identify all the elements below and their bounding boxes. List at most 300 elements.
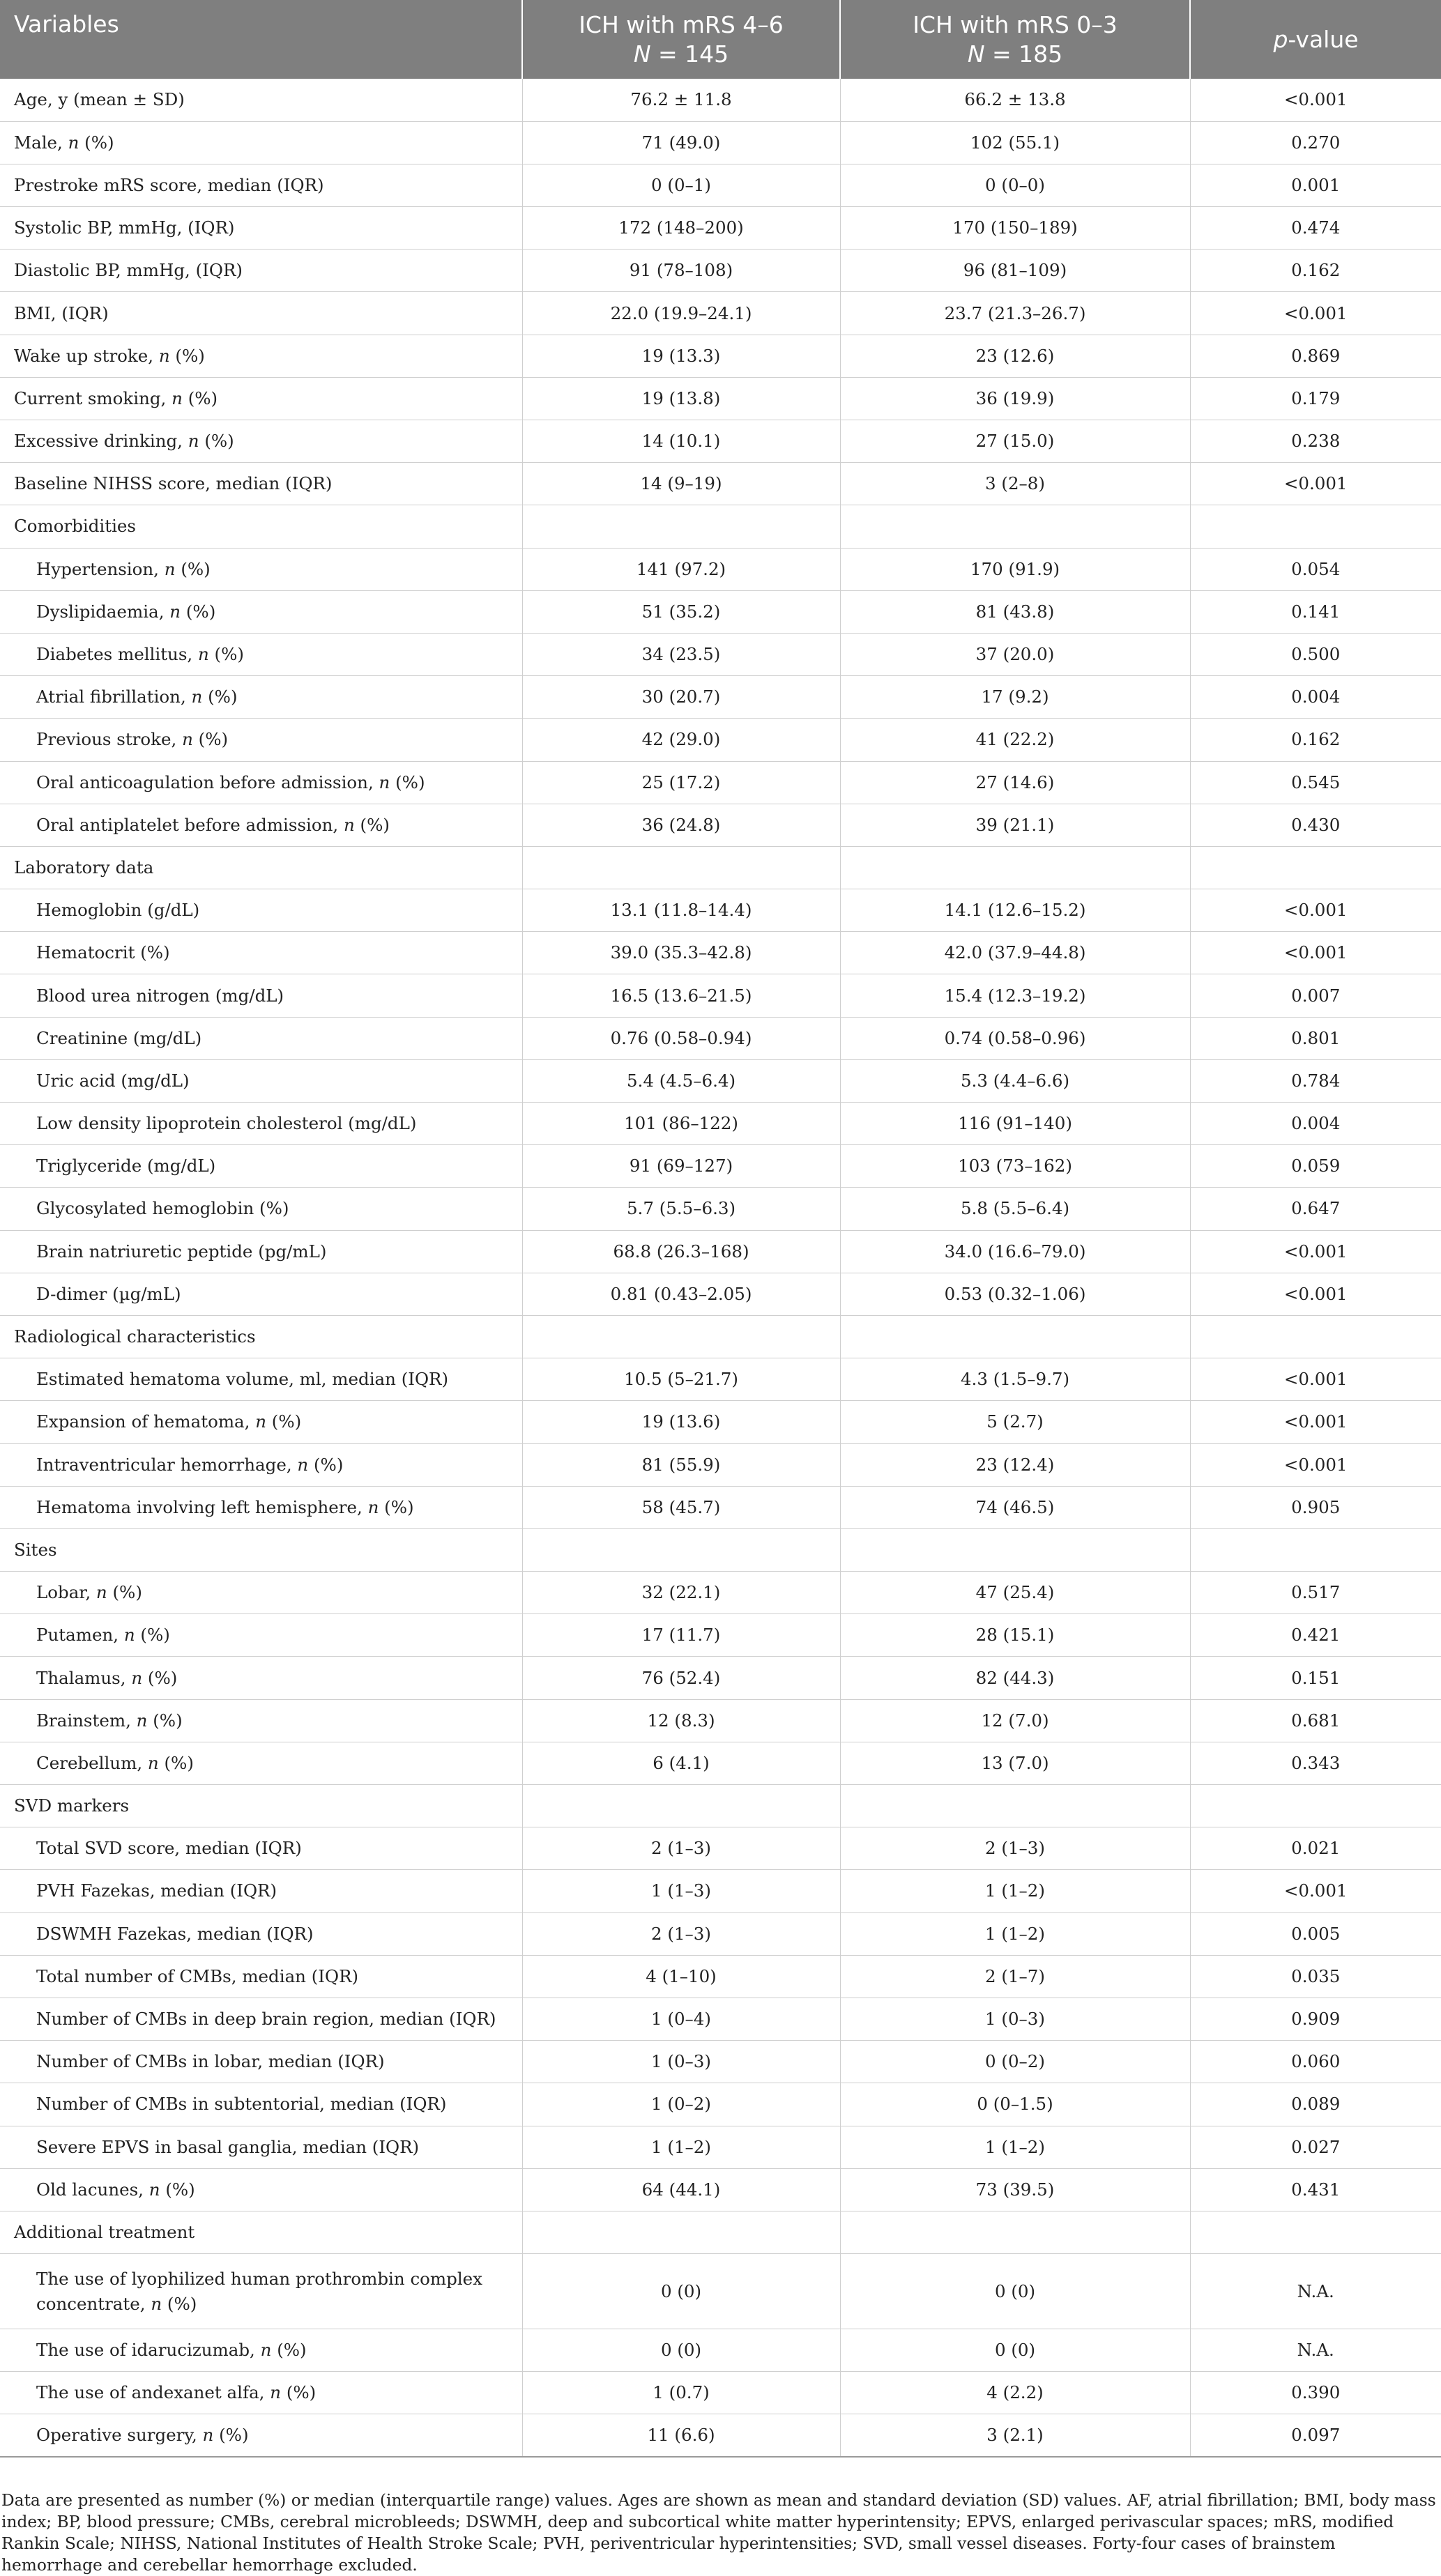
cell-mrs-0-3 [840, 1528, 1190, 1571]
cell-mrs-0-3: 37 (20.0) [840, 633, 1190, 675]
section-label [0, 1785, 522, 1827]
variable-label-text: The use of idarucizumab, [36, 2340, 261, 2361]
cell-mrs-0-3: 27 (14.6) [840, 761, 1190, 804]
cell-p-value: <0.001 [1190, 1870, 1441, 1912]
cell-mrs-0-3: 116 (91–140) [840, 1103, 1190, 1145]
table-row [0, 676, 1441, 719]
cell-p-value: 0.004 [1190, 1103, 1441, 1145]
variable-label-text: Number of CMBs in lobar, median (IQR) [36, 2051, 385, 2072]
cell-mrs-4-6: 0.81 (0.43–2.05) [522, 1273, 840, 1315]
cell-mrs-4-6: 1 (0.7) [522, 2372, 840, 2414]
table-row [0, 2126, 1441, 2168]
cell-mrs-0-3: 2 (1–3) [840, 1827, 1190, 1870]
variable-label [0, 804, 522, 846]
variable-label [0, 1358, 522, 1401]
variable-label [0, 1657, 522, 1699]
cell-mrs-4-6: 34 (23.5) [522, 633, 840, 675]
table-row [0, 1273, 1441, 1315]
cell-p-value: 0.054 [1190, 548, 1441, 590]
table-row [0, 207, 1441, 250]
variable-label-text: Sites [14, 1539, 57, 1560]
n-symbol: n [136, 1710, 148, 1731]
cell-p-value: 0.004 [1190, 676, 1441, 719]
cell-mrs-4-6 [522, 1528, 840, 1571]
cell-mrs-4-6: 0 (0) [522, 2329, 840, 2372]
cell-mrs-0-3: 12 (7.0) [840, 1699, 1190, 1742]
variable-label [0, 1742, 522, 1784]
n-symbol: n [148, 2179, 160, 2200]
cell-mrs-0-3: 39 (21.1) [840, 804, 1190, 846]
table-row [0, 1572, 1441, 1614]
variable-label-text: Atrial fibrillation, [36, 687, 192, 707]
variable-label [0, 1614, 522, 1657]
table-row [0, 1103, 1441, 1145]
variable-label [0, 2329, 522, 2372]
variable-label [0, 207, 522, 250]
variable-label [0, 719, 522, 761]
cell-mrs-0-3: 0 (0–2) [840, 2041, 1190, 2083]
variable-label [0, 548, 522, 590]
cell-mrs-0-3: 4 (2.2) [840, 2372, 1190, 2414]
section-header-row [0, 846, 1441, 889]
variable-label-text: Previous stroke, [36, 729, 183, 750]
cell-mrs-4-6: 19 (13.6) [522, 1401, 840, 1443]
variable-label-text: Baseline NIHSS score, median (IQR) [14, 473, 333, 494]
cell-p-value: <0.001 [1190, 292, 1441, 335]
header-good-outcome-group [840, 0, 1190, 79]
table-row [0, 548, 1441, 590]
table-row [0, 1998, 1441, 2040]
cell-mrs-0-3: 103 (73–162) [840, 1145, 1190, 1188]
percent-suffix: (%) [192, 729, 229, 750]
n-symbol: n [191, 687, 203, 707]
cell-p-value: 0.421 [1190, 1614, 1441, 1657]
table-row [0, 2168, 1441, 2211]
cell-p-value: 0.059 [1190, 1145, 1441, 1188]
cell-mrs-4-6: 141 (97.2) [522, 548, 840, 590]
table-row [0, 1614, 1441, 1657]
header-good-outcome-label: ICH with mRS 0–3 [913, 10, 1118, 38]
variable-label [0, 463, 522, 505]
variable-label-text: Hemoglobin (g/dL) [36, 900, 200, 921]
cell-mrs-0-3: 0 (0–1.5) [840, 2083, 1190, 2126]
variable-label-text: DSWMH Fazekas, median (IQR) [36, 1923, 314, 1944]
n-symbol: n [297, 1454, 309, 1475]
variable-label-text: Old lacunes, [36, 2179, 149, 2200]
percent-suffix: (%) [354, 814, 390, 835]
cell-mrs-0-3: 36 (19.9) [840, 377, 1190, 420]
cell-mrs-4-6: 11 (6.6) [522, 2414, 840, 2457]
cell-p-value: N.A. [1190, 2254, 1441, 2329]
table-row [0, 292, 1441, 335]
header-poor-outcome-group [522, 0, 840, 79]
variable-label-text: The use of andexanet alfa, [36, 2382, 270, 2403]
cell-mrs-0-3: 102 (55.1) [840, 121, 1190, 164]
cell-mrs-0-3: 47 (25.4) [840, 1572, 1190, 1614]
cell-p-value: 0.905 [1190, 1486, 1441, 1528]
cell-mrs-0-3: 0 (0) [840, 2254, 1190, 2329]
variable-label-text: Putamen, [36, 1625, 124, 1646]
variable-label [0, 2126, 522, 2168]
variable-label-text: Intraventricular hemorrhage, [36, 1454, 298, 1475]
table-row [0, 1486, 1441, 1528]
variable-label [0, 1273, 522, 1315]
variable-label-text: Thalamus, [36, 1667, 132, 1688]
table-row [0, 79, 1441, 121]
cell-mrs-4-6: 12 (8.3) [522, 1699, 840, 1742]
section-header-row [0, 1315, 1441, 1358]
percent-suffix: (%) [390, 772, 425, 792]
cell-mrs-4-6: 5.7 (5.5–6.3) [522, 1188, 840, 1230]
cell-mrs-4-6: 5.4 (4.5–6.4) [522, 1059, 840, 1102]
cell-mrs-0-3: 0 (0) [840, 2329, 1190, 2372]
variable-label-text: Systolic BP, mmHg, (IQR) [14, 217, 235, 238]
cell-mrs-0-3: 96 (81–109) [840, 250, 1190, 292]
cell-mrs-4-6: 2 (1–3) [522, 1827, 840, 1870]
variable-label [0, 974, 522, 1017]
n-symbol: n [270, 2382, 282, 2403]
variable-label-text: Brain natriuretic peptide (pg/mL) [36, 1241, 327, 1262]
cell-mrs-4-6: 19 (13.8) [522, 377, 840, 420]
table-row [0, 633, 1441, 675]
percent-suffix: (%) [208, 644, 244, 665]
header-n-symbol: N [967, 40, 985, 68]
variable-label-text: BMI, (IQR) [14, 302, 109, 323]
cell-p-value: 0.270 [1190, 121, 1441, 164]
cell-mrs-4-6: 76 (52.4) [522, 1657, 840, 1699]
cell-mrs-4-6: 30 (20.7) [522, 676, 840, 719]
variable-label-text: Glycosylated hemoglobin (%) [36, 1198, 289, 1219]
n-symbol: n [367, 1496, 379, 1517]
variable-label-text: Total number of CMBs, median (IQR) [36, 1965, 359, 1986]
table-row [0, 2329, 1441, 2372]
cell-mrs-0-3: 27 (15.0) [840, 420, 1190, 463]
cell-p-value [1190, 1315, 1441, 1358]
header-row [0, 0, 1441, 79]
cell-p-value: <0.001 [1190, 889, 1441, 932]
variable-label [0, 633, 522, 675]
cell-mrs-4-6: 22.0 (19.9–24.1) [522, 292, 840, 335]
table-row [0, 1827, 1441, 1870]
table-row [0, 1358, 1441, 1401]
section-header-row [0, 2211, 1441, 2253]
section-label [0, 846, 522, 889]
variable-label [0, 889, 522, 932]
cell-mrs-4-6: 1 (0–2) [522, 2083, 840, 2126]
variable-label [0, 1998, 522, 2040]
cell-p-value: 0.681 [1190, 1699, 1441, 1742]
cell-mrs-0-3: 28 (15.1) [840, 1614, 1190, 1657]
variable-label-text: The use of lyophilized human prothrombin complex concentrate, [36, 2268, 482, 2314]
variable-label [0, 1572, 522, 1614]
cell-p-value: N.A. [1190, 2329, 1441, 2372]
percent-suffix: (%) [202, 687, 238, 707]
variable-label-text: Comorbidities [14, 516, 136, 537]
cell-mrs-4-6: 81 (55.9) [522, 1443, 840, 1486]
cell-mrs-0-3: 23.7 (21.3–26.7) [840, 292, 1190, 335]
cell-mrs-0-3: 1 (0–3) [840, 1998, 1190, 2040]
cell-mrs-4-6: 91 (69–127) [522, 1145, 840, 1188]
variable-label-text: Total SVD score, median (IQR) [36, 1838, 302, 1859]
variable-label [0, 1103, 522, 1145]
table-row [0, 121, 1441, 164]
variable-label [0, 1401, 522, 1443]
cell-p-value: <0.001 [1190, 1443, 1441, 1486]
cell-mrs-4-6: 6 (4.1) [522, 1742, 840, 1784]
percent-suffix: (%) [379, 1496, 414, 1517]
table-footnote: Data are presented as number (%) or median (interquartile range) values. Ages are shown as mean and standard deviation (SD) values. AF, atrial fibrillation; BMI, body mass index; BP, blood pressure; CMBs, cerebral microbleeds; DSWMH, deep and subcortical white matter hyperintensity; EPVS, enlarged perivascular spaces; mRS, modified Rankin Scale; NIHSS, National Institutes of Health Stroke Scale; PVH, periventricular hyperintensities; SVD, small vessel diseases. Forty-four cases of brainstem hemorrhage and cerebellar hemorrhage excluded. [1, 2491, 1436, 2575]
cell-mrs-0-3 [840, 505, 1190, 548]
cell-mrs-4-6: 51 (35.2) [522, 590, 840, 633]
cell-p-value: 0.162 [1190, 250, 1441, 292]
table-body [0, 79, 1441, 2457]
table-row [0, 889, 1441, 932]
table-row [0, 2372, 1441, 2414]
section-label [0, 1528, 522, 1571]
n-symbol: n [182, 729, 193, 750]
variable-label [0, 335, 522, 377]
percent-suffix: (%) [271, 2340, 307, 2361]
cell-mrs-4-6: 91 (78–108) [522, 250, 840, 292]
cell-mrs-0-3: 23 (12.4) [840, 1443, 1190, 1486]
cell-p-value: <0.001 [1190, 1401, 1441, 1443]
percent-suffix: (%) [158, 1752, 194, 1773]
section-header-row [0, 1528, 1441, 1571]
variable-label-text: Expansion of hematoma, [36, 1411, 256, 1432]
cell-mrs-4-6: 172 (148–200) [522, 207, 840, 250]
cell-p-value: 0.869 [1190, 335, 1441, 377]
cell-mrs-0-3: 14.1 (12.6–15.2) [840, 889, 1190, 932]
table-row [0, 1188, 1441, 1230]
variable-label [0, 1230, 522, 1273]
variable-label-text: Estimated hematoma volume, ml, median (IQR) [36, 1369, 449, 1390]
cell-mrs-0-3: 4.3 (1.5–9.7) [840, 1358, 1190, 1401]
cell-mrs-0-3: 0 (0–0) [840, 164, 1190, 206]
cell-p-value: 0.430 [1190, 804, 1441, 846]
variable-label-text: Hematocrit (%) [36, 942, 170, 963]
variable-label [0, 164, 522, 206]
cell-mrs-4-6 [522, 505, 840, 548]
table-row [0, 761, 1441, 804]
variable-label [0, 1443, 522, 1486]
cell-mrs-0-3: 5.3 (4.4–6.6) [840, 1059, 1190, 1102]
cell-mrs-4-6: 0 (0) [522, 2254, 840, 2329]
cell-p-value: <0.001 [1190, 932, 1441, 974]
table-row [0, 164, 1441, 206]
cell-mrs-0-3: 0.74 (0.58–0.96) [840, 1017, 1190, 1059]
variable-label-text: Radiological characteristics [14, 1326, 256, 1347]
section-header-row [0, 1785, 1441, 1827]
cell-mrs-0-3: 82 (44.3) [840, 1657, 1190, 1699]
cell-mrs-4-6: 39.0 (35.3–42.8) [522, 932, 840, 974]
cell-p-value [1190, 1785, 1441, 1827]
variable-label-text: Brainstem, [36, 1710, 137, 1731]
variable-label-text: Severe EPVS in basal ganglia, median (IQR) [36, 2136, 420, 2157]
cell-mrs-4-6: 13.1 (11.8–14.4) [522, 889, 840, 932]
cell-mrs-4-6: 0.76 (0.58–0.94) [522, 1017, 840, 1059]
variable-label [0, 1486, 522, 1528]
cell-mrs-4-6: 36 (24.8) [522, 804, 840, 846]
cell-p-value: 0.390 [1190, 2372, 1441, 2414]
cell-p-value: <0.001 [1190, 463, 1441, 505]
table-header [0, 0, 1441, 79]
variable-label-text: Additional treatment [14, 2221, 195, 2242]
n-symbol: n [343, 814, 355, 835]
cell-mrs-4-6: 68.8 (26.3–168) [522, 1230, 840, 1273]
header-poor-outcome-label: ICH with mRS 4–6 [579, 10, 784, 38]
cell-p-value: 0.005 [1190, 1912, 1441, 1955]
variable-label-text: Male, [14, 132, 68, 153]
n-symbol: n [260, 2340, 272, 2361]
cell-mrs-0-3 [840, 846, 1190, 889]
percent-suffix: (%) [182, 388, 218, 408]
cell-mrs-0-3: 41 (22.2) [840, 719, 1190, 761]
cell-p-value: 0.021 [1190, 1827, 1441, 1870]
cell-p-value: 0.545 [1190, 761, 1441, 804]
cell-mrs-4-6: 19 (13.3) [522, 335, 840, 377]
n-symbol: n [96, 1582, 107, 1603]
variable-label [0, 1827, 522, 1870]
percent-suffix: (%) [79, 132, 114, 153]
variable-label [0, 932, 522, 974]
n-symbol: n [147, 1752, 159, 1773]
variable-label-text: Hypertension, [36, 558, 165, 579]
cell-mrs-0-3: 170 (150–189) [840, 207, 1190, 250]
variable-label-text: Excessive drinking, [14, 431, 188, 452]
percent-suffix: (%) [162, 2293, 197, 2314]
cell-mrs-0-3: 1 (1–2) [840, 1912, 1190, 1955]
variable-label [0, 292, 522, 335]
variable-label-text: Oral antiplatelet before admission, [36, 814, 344, 835]
cell-mrs-4-6: 76.2 ± 11.8 [522, 79, 840, 121]
variable-label-text: Creatinine (mg/dL) [36, 1027, 202, 1048]
cell-p-value: 0.097 [1190, 2414, 1441, 2457]
table-row [0, 1955, 1441, 1998]
cell-mrs-0-3: 42.0 (37.9–44.8) [840, 932, 1190, 974]
variable-label [0, 377, 522, 420]
cell-p-value [1190, 505, 1441, 548]
variable-label-text: Triglyceride (mg/dL) [36, 1156, 216, 1176]
n-symbol: n [164, 558, 176, 579]
variable-label-text: Low density lipoprotein cholesterol (mg/dL) [36, 1113, 417, 1134]
cell-mrs-0-3: 23 (12.6) [840, 335, 1190, 377]
percent-suffix: (%) [213, 2425, 249, 2446]
section-header-row [0, 505, 1441, 548]
variable-label-text: Laboratory data [14, 857, 154, 877]
variable-label-text: Lobar, [36, 1582, 96, 1603]
cell-p-value: 0.474 [1190, 207, 1441, 250]
variable-label [0, 1912, 522, 1955]
table-row [0, 377, 1441, 420]
cell-p-value: 0.801 [1190, 1017, 1441, 1059]
n-symbol: n [68, 132, 79, 153]
cell-mrs-4-6: 0 (0–1) [522, 164, 840, 206]
percent-suffix: (%) [107, 1582, 142, 1603]
cell-mrs-4-6: 32 (22.1) [522, 1572, 840, 1614]
variable-label-text: Hematoma involving left hemisphere, [36, 1496, 368, 1517]
variable-label [0, 2083, 522, 2126]
cell-mrs-0-3: 1 (1–2) [840, 2126, 1190, 2168]
cell-mrs-0-3 [840, 1785, 1190, 1827]
cell-p-value: 0.784 [1190, 1059, 1441, 1102]
n-symbol: n [379, 772, 390, 792]
cell-p-value [1190, 2211, 1441, 2253]
variable-label [0, 1059, 522, 1102]
table-row [0, 1401, 1441, 1443]
variable-label [0, 2168, 522, 2211]
table-row [0, 2254, 1441, 2329]
cell-mrs-0-3: 0.53 (0.32–1.06) [840, 1273, 1190, 1315]
cell-p-value: 0.151 [1190, 1657, 1441, 1699]
cell-p-value: 0.647 [1190, 1188, 1441, 1230]
n-symbol: n [123, 1625, 135, 1646]
cell-mrs-0-3 [840, 2211, 1190, 2253]
cell-mrs-4-6: 4 (1–10) [522, 1955, 840, 1998]
table-row [0, 2041, 1441, 2083]
cell-p-value: <0.001 [1190, 1230, 1441, 1273]
cell-mrs-4-6: 16.5 (13.6–21.5) [522, 974, 840, 1017]
variable-label-text: Age, y (mean ± SD) [14, 89, 185, 110]
header-p-value [1190, 0, 1441, 79]
cell-p-value: 0.179 [1190, 377, 1441, 420]
table-row [0, 804, 1441, 846]
cell-p-value: 0.909 [1190, 1998, 1441, 2040]
cell-mrs-0-3: 1 (1–2) [840, 1870, 1190, 1912]
variable-label-text: SVD markers [14, 1795, 130, 1816]
cell-mrs-0-3: 73 (39.5) [840, 2168, 1190, 2211]
variable-label [0, 2372, 522, 2414]
n-symbol: n [188, 431, 199, 452]
table-row [0, 719, 1441, 761]
cell-mrs-0-3: 170 (91.9) [840, 548, 1190, 590]
variable-label-text: Diastolic BP, mmHg, (IQR) [14, 260, 243, 281]
variable-label-text: PVH Fazekas, median (IQR) [36, 1880, 277, 1901]
cell-mrs-4-6: 10.5 (5–21.7) [522, 1358, 840, 1401]
variable-label-text: Number of CMBs in subtentorial, median (IQR) [36, 2094, 447, 2115]
variable-label-text: D-dimer (µg/mL) [36, 1283, 181, 1304]
variable-label [0, 420, 522, 463]
cell-mrs-0-3 [840, 1315, 1190, 1358]
cell-mrs-4-6 [522, 846, 840, 889]
percent-suffix: (%) [147, 1710, 183, 1731]
cell-p-value: <0.001 [1190, 79, 1441, 121]
table-row [0, 1912, 1441, 1955]
percent-suffix: (%) [135, 1625, 170, 1646]
variable-label-text: Diabetes mellitus, [36, 644, 198, 665]
header-good-outcome-n [841, 40, 1189, 69]
section-label [0, 1315, 522, 1358]
percent-suffix: (%) [169, 345, 205, 366]
variable-label-text: Prestroke mRS score, median (IQR) [14, 174, 324, 195]
cell-mrs-0-3: 34.0 (16.6–79.0) [840, 1230, 1190, 1273]
table-row [0, 1059, 1441, 1102]
n-symbol: n [169, 601, 181, 622]
variable-label-text: Oral anticoagulation before admission, [36, 772, 379, 792]
section-label [0, 2211, 522, 2253]
cell-mrs-4-6: 1 (0–3) [522, 2041, 840, 2083]
cell-p-value: 0.089 [1190, 2083, 1441, 2126]
variable-label [0, 1145, 522, 1188]
percent-suffix: (%) [142, 1667, 178, 1688]
n-symbol: n [131, 1667, 143, 1688]
table-row [0, 1870, 1441, 1912]
table-row [0, 1145, 1441, 1188]
cell-mrs-4-6: 1 (1–2) [522, 2126, 840, 2168]
cell-mrs-4-6: 58 (45.7) [522, 1486, 840, 1528]
cell-mrs-4-6: 14 (10.1) [522, 420, 840, 463]
cell-p-value: 0.500 [1190, 633, 1441, 675]
cell-p-value [1190, 1528, 1441, 1571]
